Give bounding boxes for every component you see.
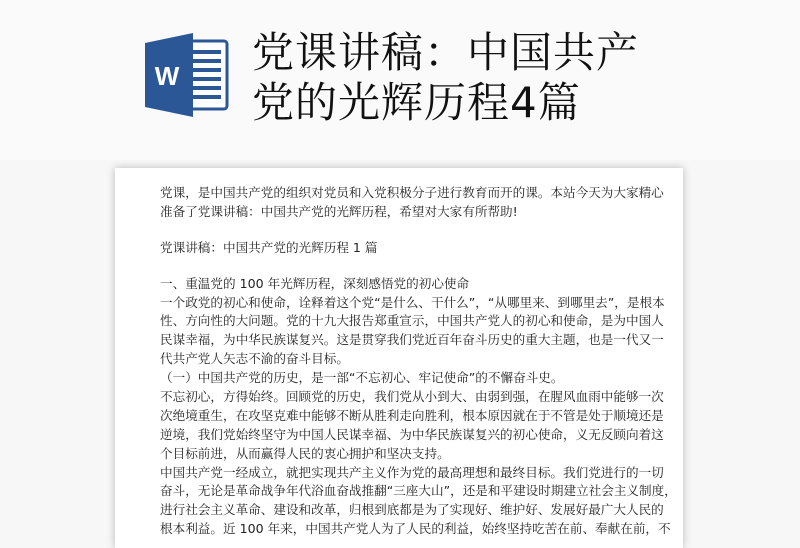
document-line: 一、重温党的 100 年光辉历程，深刻感悟党的初心使命 bbox=[160, 275, 470, 291]
document-line: 逆境，我们党始终坚守为中国人民谋幸福、为中华民族谋复兴的初心使命，义无反顾向着这 bbox=[160, 426, 664, 442]
document-line: 党课讲稿：中国共产党的光辉历程 1 篇 bbox=[160, 239, 378, 255]
header bbox=[0, 0, 800, 160]
document-line: 准备了党课讲稿：中国共产党的光辉历程，希望对大家有所帮助! bbox=[160, 203, 518, 219]
document-line: 次绝境重生，在攻坚克难中能够不断从胜利走向胜利，根本原因就在于不管是处于顺境还是 bbox=[160, 407, 664, 423]
page-title bbox=[252, 28, 639, 128]
document-line: 性、方向性的大问题。党的十九大报告郑重宣示，中国共产党人的初心和使命，是为中国人 bbox=[160, 313, 664, 329]
document-body bbox=[160, 184, 677, 539]
document-line: 中国共产党一经成立，就把实现共产主义作为党的最高理想和最终目标。我们党进行的一切 bbox=[160, 464, 664, 480]
blank-line bbox=[160, 258, 650, 275]
svg-text:W: W bbox=[154, 61, 180, 91]
document-line: 根本利益。近 100 年来，中国共产党人为了人民的利益，始终坚持吃苦在前、奉献在前，不 bbox=[160, 521, 671, 537]
document-line: 民谋幸福，为中华民族谋复兴。这是贯穿我们党近百年奋斗历史的重大主题，也是一代又一 bbox=[160, 332, 664, 348]
word-document-icon bbox=[143, 33, 233, 117]
document-line: 一个政党的初心和使命，诠释着这个党“是什么、干什么”，“从哪里来、到哪里去”，是根本 bbox=[160, 294, 665, 310]
blank-line bbox=[160, 222, 650, 239]
document-page bbox=[115, 168, 683, 548]
document-line: 个目标前进，从而赢得人民的衷心拥护和坚决支持。 bbox=[160, 445, 450, 461]
document-line: 不忘初心，方得始终。回顾党的历史，我们党从小到大、由弱到强，在腥风血雨中能够一次 bbox=[160, 389, 664, 405]
title-line-2: 党的光辉历程4篇 bbox=[252, 78, 581, 127]
document-line: 党课，是中国共产党的组织对党员和入党积极分子进行教育而开的课。本站今天为大家精心 bbox=[160, 185, 664, 200]
document-line: 进行社会主义革命、建设和改革，归根到底都是为了实现好、维护好、发展好最广大人民的 bbox=[160, 502, 664, 518]
title-line-1: 党课讲稿：中国共产 bbox=[252, 28, 640, 77]
document-line: 奋斗，无论是革命战争年代浴血奋战推翻“三座大山”，还是和平建设时期建立社会主义制度， bbox=[160, 483, 677, 499]
document-line: （一）中国共产党的历史，是一部“不忘初心、牢记使命”的不懈奋斗史。 bbox=[160, 370, 564, 386]
document-line: 代共产党人矢志不渝的奋斗目标。 bbox=[160, 351, 349, 367]
